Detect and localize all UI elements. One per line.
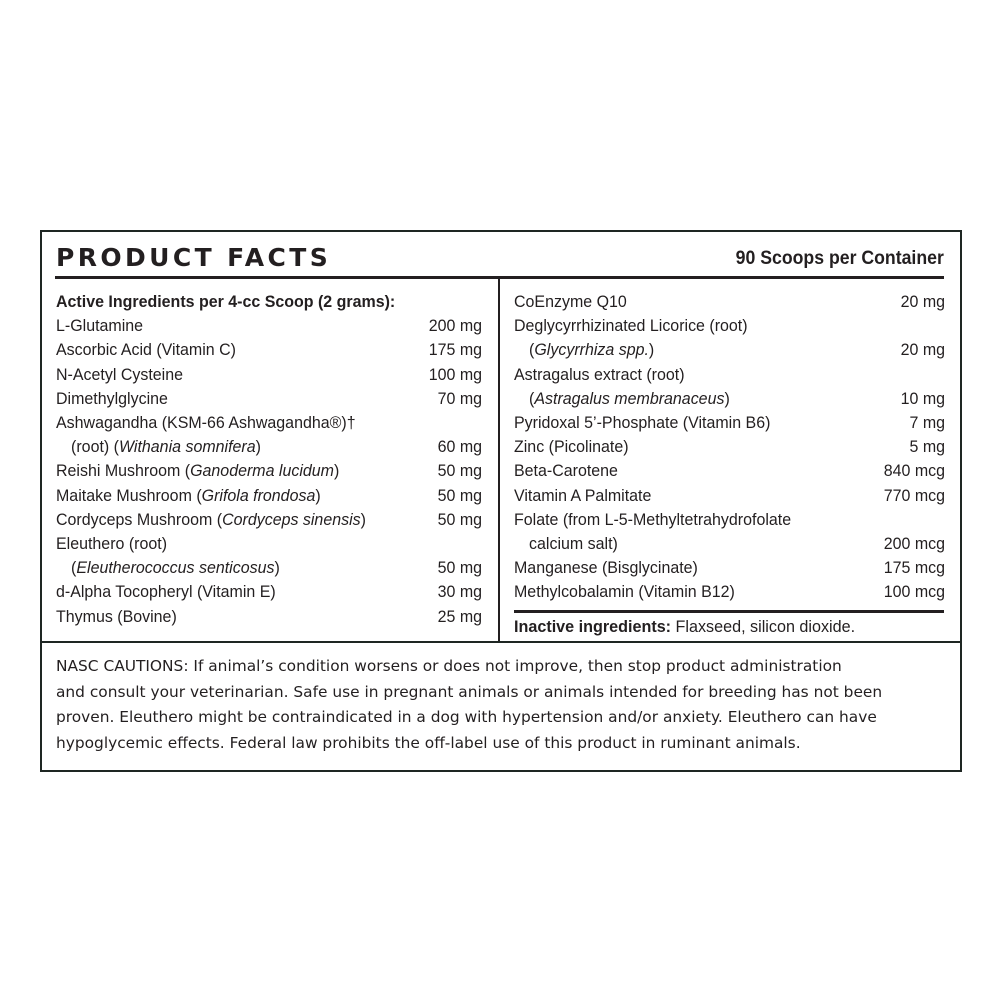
ingredient-name: Folate (from L-5-Methyltetrahydrofolate bbox=[514, 509, 792, 529]
ingredient-name-suffix: ) bbox=[648, 340, 655, 360]
ingredient-name: Methylcobalamin (Vitamin B12) bbox=[514, 582, 735, 602]
ingredient-row bbox=[56, 411, 482, 435]
ingredient-amount: 25 mg bbox=[437, 606, 483, 626]
ingredient-row bbox=[514, 363, 945, 387]
ingredient-name: Pyridoxal 5’-Phosphate (Vitamin B6) bbox=[514, 413, 771, 433]
ingredient-row bbox=[514, 580, 945, 604]
ingredient-row bbox=[514, 532, 945, 556]
ingredient-row bbox=[514, 435, 945, 459]
ingredient-name-prefix: (root) ( bbox=[71, 437, 119, 457]
ingredient-amount: 50 mg bbox=[437, 558, 483, 578]
ingredient-amount: 175 mg bbox=[428, 340, 483, 360]
caution-line: and consult your veterinarian. Safe use in pregnant animals or animals intended for breeding has not been bbox=[56, 682, 883, 701]
ingredient-name: Deglycyrrhizinated Licorice (root) bbox=[514, 316, 748, 336]
ingredient-amount: 100 mcg bbox=[883, 582, 946, 602]
ingredient-name-prefix: ( bbox=[71, 558, 77, 578]
ingredient-amount: 840 mcg bbox=[883, 461, 946, 481]
ingredient-name-suffix: ) bbox=[255, 437, 261, 457]
ingredient-latin-name: Cordyceps sinensis bbox=[222, 509, 361, 529]
ingredient-amount: 175 mcg bbox=[883, 558, 946, 578]
ingredient-latin-name: Grifola frondosa bbox=[201, 485, 316, 505]
ingredient-amount: 50 mg bbox=[437, 485, 483, 505]
ingredient-row bbox=[56, 459, 482, 483]
ingredient-name: Dimethylglycine bbox=[56, 388, 168, 408]
inactive-label: Inactive ingredients: bbox=[514, 617, 672, 636]
ingredient-row bbox=[514, 338, 945, 362]
ingredient-amount: 50 mg bbox=[437, 461, 483, 481]
inactive-ingredients bbox=[514, 615, 855, 639]
nasc-cautions bbox=[56, 654, 946, 756]
ingredient-name bbox=[514, 338, 654, 362]
ingredient-name bbox=[514, 387, 730, 411]
ingredient-row bbox=[56, 338, 482, 362]
ingredient-name: Ashwagandha (KSM-66 Ashwagandha®)† bbox=[56, 413, 356, 433]
ingredient-amount: 20 mg bbox=[900, 340, 946, 360]
ingredient-row bbox=[514, 484, 945, 508]
caution-line: hypoglycemic effects. Federal law prohibits the off-label use of this product in ruminant animals. bbox=[56, 733, 801, 752]
ingredient-name bbox=[56, 508, 366, 532]
ingredient-row bbox=[514, 387, 945, 411]
ingredient-amount: 100 mg bbox=[428, 364, 483, 384]
ingredient-name-prefix: Maitake Mushroom ( bbox=[56, 485, 202, 505]
ingredient-amount: 5 mg bbox=[909, 437, 946, 457]
ingredient-name: Zinc (Picolinate) bbox=[514, 437, 629, 457]
ingredient-row bbox=[56, 363, 482, 387]
ingredient-row bbox=[56, 580, 482, 604]
ingredient-name: d-Alpha Tocopheryl (Vitamin E) bbox=[56, 582, 276, 602]
inactive-rule bbox=[514, 610, 944, 613]
column-divider bbox=[498, 279, 500, 643]
ingredient-amount: 7 mg bbox=[909, 413, 946, 433]
ingredient-name bbox=[56, 556, 280, 580]
ingredient-row bbox=[514, 556, 945, 580]
ingredient-name-prefix: Cordyceps Mushroom ( bbox=[56, 509, 223, 529]
active-ingredients-right-column bbox=[514, 290, 945, 605]
ingredient-row bbox=[56, 532, 482, 556]
ingredient-name-suffix: ) bbox=[360, 509, 366, 529]
ingredient-name: Manganese (Bisglycinate) bbox=[514, 558, 698, 578]
ingredient-row bbox=[514, 411, 945, 435]
ingredient-amount: 50 mg bbox=[437, 509, 483, 529]
ingredient-name: Beta-Carotene bbox=[514, 461, 618, 481]
ingredient-name-suffix: ) bbox=[274, 558, 280, 578]
ingredient-row bbox=[56, 508, 482, 532]
ingredient-row bbox=[56, 435, 482, 459]
ingredient-name: N-Acetyl Cysteine bbox=[56, 364, 184, 384]
ingredient-row bbox=[56, 314, 482, 338]
panel-title: PRODUCT FACTS bbox=[56, 243, 332, 272]
ingredient-name: CoEnzyme Q10 bbox=[514, 292, 627, 311]
ingredient-name: Ascorbic Acid (Vitamin C) bbox=[56, 340, 236, 360]
ingredient-name bbox=[56, 459, 339, 483]
ingredient-latin-name: Withania somnifera bbox=[118, 437, 256, 457]
ingredient-name-suffix: ) bbox=[724, 388, 730, 408]
ingredient-amount: 20 mg bbox=[900, 292, 946, 311]
ingredient-name: Thymus (Bovine) bbox=[56, 606, 177, 626]
servings-per-container: 90 Scoops per Container bbox=[735, 248, 944, 269]
ingredient-name: L-Glutamine bbox=[56, 316, 144, 336]
ingredient-row bbox=[514, 508, 945, 532]
ingredient-row bbox=[514, 290, 945, 314]
cautions-divider bbox=[42, 641, 960, 643]
ingredient-name-prefix: ( bbox=[529, 340, 535, 360]
inactive-value: Flaxseed, silicon dioxide. bbox=[671, 617, 856, 636]
ingredient-row bbox=[56, 605, 482, 629]
ingredient-name: calcium salt) bbox=[529, 534, 618, 554]
ingredient-name: Astragalus extract (root) bbox=[514, 364, 685, 384]
ingredient-row bbox=[56, 387, 482, 411]
ingredient-amount: 30 mg bbox=[437, 582, 483, 602]
ingredient-amount: 10 mg bbox=[900, 388, 946, 408]
ingredient-latin-name: Ganoderma lucidum bbox=[190, 461, 334, 481]
ingredient-amount: 200 mg bbox=[428, 316, 483, 336]
ingredient-latin-name: Eleutherococcus senticosus bbox=[76, 558, 275, 578]
ingredient-name-prefix: ( bbox=[529, 388, 535, 408]
ingredient-name bbox=[56, 435, 261, 459]
ingredient-name: Vitamin A Palmitate bbox=[514, 485, 652, 505]
ingredient-amount: 70 mg bbox=[437, 388, 483, 408]
ingredient-row bbox=[514, 459, 945, 483]
ingredient-row bbox=[56, 484, 482, 508]
ingredient-amount: 770 mcg bbox=[883, 485, 946, 505]
product-facts-panel bbox=[40, 230, 962, 772]
active-ingredients-left-column bbox=[56, 290, 482, 629]
ingredient-name-suffix: ) bbox=[315, 485, 321, 505]
ingredient-row bbox=[56, 556, 482, 580]
ingredient-latin-name: Glycyrrhiza spp. bbox=[534, 340, 649, 360]
ingredient-name bbox=[56, 484, 321, 508]
caution-line: NASC CAUTIONS: If animal’s condition worsens or does not improve, then stop product administration bbox=[56, 657, 842, 675]
ingredient-row bbox=[514, 314, 945, 338]
ingredient-amount: 200 mcg bbox=[883, 534, 946, 554]
active-ingredients-subhead: Active Ingredients per 4-cc Scoop (2 grams): bbox=[56, 292, 396, 311]
ingredient-name-suffix: ) bbox=[333, 461, 340, 481]
ingredient-amount: 60 mg bbox=[437, 437, 483, 457]
caution-line: proven. Eleuthero might be contraindicated in a dog with hypertension and/or anxiety. Eleuthero can have bbox=[56, 708, 877, 727]
ingredient-name: Eleuthero (root) bbox=[56, 534, 168, 554]
ingredient-name-prefix: Reishi Mushroom ( bbox=[56, 461, 191, 481]
ingredient-latin-name: Astragalus membranaceus bbox=[534, 388, 725, 408]
